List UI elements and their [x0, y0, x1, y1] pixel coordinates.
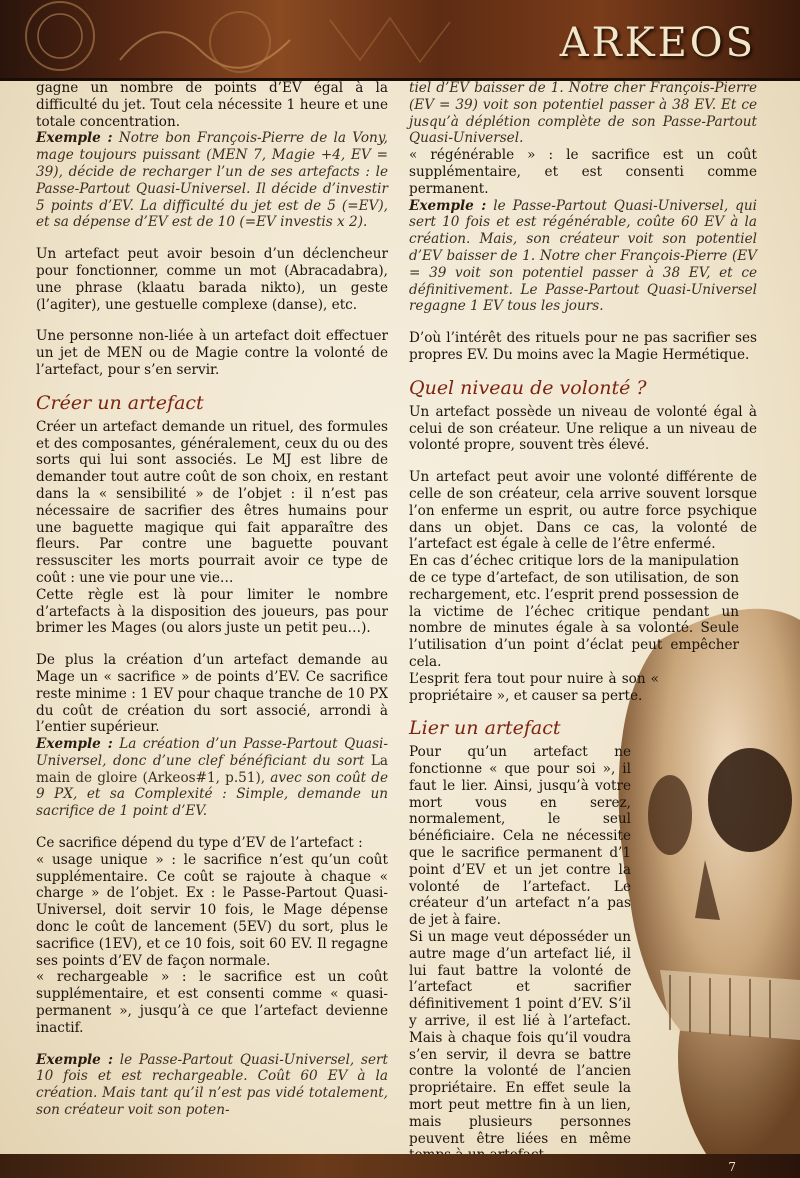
- paragraph: Un artefact peut avoir une volonté différente de celle de son créateur, cela arrive souvent lorsque l’on enferme un esprit, ou autre force psychique dans un objet. Dans ce cas, la volonté de l’artefact est égale à celle de l’être enfermé.: [409, 469, 757, 553]
- paragraph: Cette règle est là pour limiter le nombre d’artefacts à la disposition des joueurs, pas pour brimer les Mages (ou alors juste un petit peu…).: [36, 586, 388, 637]
- example-text-reference: La main de gloire (Arkeos#1, p.51),: [36, 752, 388, 786]
- paragraph: Un artefact possède un niveau de volonté égal à celui de son créateur. Une relique a un niveau de volonté propre, souvent très élevé.: [409, 403, 757, 454]
- paragraph: Si un mage veut déposséder un autre mage d’un artefact lié, il lui faut battre la volonté de l’artefact et sacrifier définitivement 1 point d’EV. S’il y arrive, il est lié à l’artefact. Mais à chaque fois qu’il voudra s’en servir, il devra se battre contre la volonté de l’ancien propriétaire. En effet seule la mort peut mettre fin à un lien, mais plusieurs personnes peuvent être liées en même: [409, 929, 631, 1147]
- paragraph: L’esprit fera tout pour nuire à son « propriétaire », et causer sa perte.: [409, 670, 659, 704]
- paragraph: Créer un artefact demande un rituel, des formules et des composantes, généralement, ceux du ou des sorts qui lui sont associés. Le MJ est libre de demander tout autre coût de son choix, en restant dans la « sensibilité » de l’objet : il n’est pas nécessaire de sacrifier des êtres humains pour une baguette magique qui fait apparaître des fleurs. Par contre une baguette pouvant ressusciter les morts pourrait avoir ce type de coût : une vie pour une vie…: [36, 418, 388, 586]
- example-text: le Passe-Partout Quasi-Universel, sert 10 fois et est rechargeable. Coût 60 EV à la création. Mais tant qu’il n’est pas vidé totalement, son créateur voit son poten-: [36, 1051, 388, 1119]
- example-block: [36, 130, 388, 231]
- paragraph: Ce sacrifice dépend du type d’EV de l’artefact :: [36, 835, 363, 852]
- paragraph: « régénérable » : le sacrifice est un coût supplémentaire, et est consenti comme permanent.: [409, 147, 757, 197]
- paragraph: D’où l’intérêt des rituels pour ne pas sacrifier ses propres EV. Du moins avec la Magie Hermétique.: [409, 330, 757, 363]
- paragraph: En cas d’échec critique lors de la manipulation de ce type d’artefact, de son utilisation, de son rechargement, etc. l’esprit prend possession de la victime de l’échec critique pendant un nombre de minutes égale à sa volonté. Seule l’utilisation d’un point d’éclat peut empêcher cela.: [409, 553, 739, 670]
- example-text: avec son coût de 9 PX, et sa Complexité : Simple, demande un sacrifice de 1 point d’EV.: [36, 769, 388, 820]
- example-label: Exemple :: [36, 1051, 113, 1068]
- header-banner: [0, 0, 800, 81]
- page-number: 7: [728, 1160, 736, 1174]
- paragraph: Un artefact peut avoir besoin d’un déclencheur pour fonctionner, comme un mot (Abracadabra), une phrase (klaatu barada nikto), un geste (l’agiter), une gestuelle complexe (danse), etc.: [36, 246, 388, 313]
- example-label: Exemple :: [409, 197, 487, 214]
- paragraph: gagne un nombre de points d’EV égal à la difficulté du jet. Tout cela nécessite 1 heure et une totale concentration.: [36, 80, 388, 130]
- paragraph: « usage unique » : le sacrifice n’est qu’un coût supplémentaire. Ce coût se rajoute à chaque « charge » de l’objet. Ex : le Passe-Partout Quasi-Universel, doit servir 10 fois, le Mage dépense donc le coût de lancement (5EV) du sort, plus le sacrifice (1EV), et ce 10 fois, soit 60 EV. Il regagne ses points d’EV de façon normale.: [36, 851, 388, 969]
- example-label: Exemple :: [36, 736, 113, 753]
- section-heading-lier: Lier un artefact: [409, 717, 561, 740]
- example-block: tiel d’EV baisser de 1. Notre cher François-Pierre (EV = 39) voit son potentiel passer à 38 EV. Et ce jusqu’à déplétion complète de son Passe-Partout Quasi-Universel.: [409, 80, 757, 147]
- footer-banner: [0, 1154, 800, 1178]
- example-text: le Passe-Partout Quasi-Universel, qui sert 10 fois et est régénérable, coûte 60 EV à la création. Mais, son créateur voit son potentiel d’EV baisser de 1. Notre cher François-Pierre (EV = 39 voit son potentiel passer à 38 EV, et ce définitivement. Le Passe-Partout Quasi-Universel regagne 1 EV tous les jours.: [409, 197, 757, 315]
- example-block: [36, 1052, 388, 1119]
- left-column: [36, 80, 388, 1119]
- brand-logo: ARKEOS: [559, 20, 756, 66]
- example-block: [36, 736, 388, 820]
- paragraph: Pour qu’un artefact ne fonctionne « que pour soi », il faut le lier. Ainsi, jusqu’à votre mort vous en serez, normalement, le seul bénéficiaire. Cela ne nécessite que le sacrifice permanent d’1 point d’EV et un jet contre la volonté de l’artefact. Le créateur d’un artefact n’a pas de jet à faire.: [409, 744, 631, 929]
- example-label: Exemple :: [36, 130, 113, 147]
- right-column: [409, 80, 757, 1164]
- section-heading-volonte: Quel niveau de volonté ?: [409, 376, 647, 399]
- paragraph: Une personne non-liée à un artefact doit effectuer un jet de MEN ou de Magie contre la volonté de l’artefact, pour s’en servir.: [36, 328, 388, 378]
- example-text: Notre bon François-Pierre de la Vony, mage toujours puissant (MEN 7, Magie +4, EV = 39), décide de recharger l’un de ses artefacts : le Passe-Partout Quasi-Universel. Il décide d’investir 5 points d’EV. La difficulté du jet est de 5 (=EV), et sa dépense d’EV est de 10 (=EV investis x 2).: [36, 130, 388, 231]
- section-heading-creer: Créer un artefact: [36, 391, 204, 414]
- paragraph: De plus la création d’un artefact demande au Mage un « sacrifice » de points d’EV. Ce sacrifice reste minime : 1 EV pour chaque tranche de 10 PX du coût de création du sort associé, arrondi à l’entier supérieur.: [36, 652, 388, 736]
- example-block: [409, 198, 757, 316]
- paragraph: « rechargeable » : le sacrifice est un coût supplémentaire, et est consenti comme « quasi-permanent », jusqu’à ce que l’artefact devienne inactif.: [36, 969, 388, 1036]
- example-text: La création d’un Passe-Partout Quasi-Universel, donc d’une clef bénéficiant du sort: [36, 736, 388, 769]
